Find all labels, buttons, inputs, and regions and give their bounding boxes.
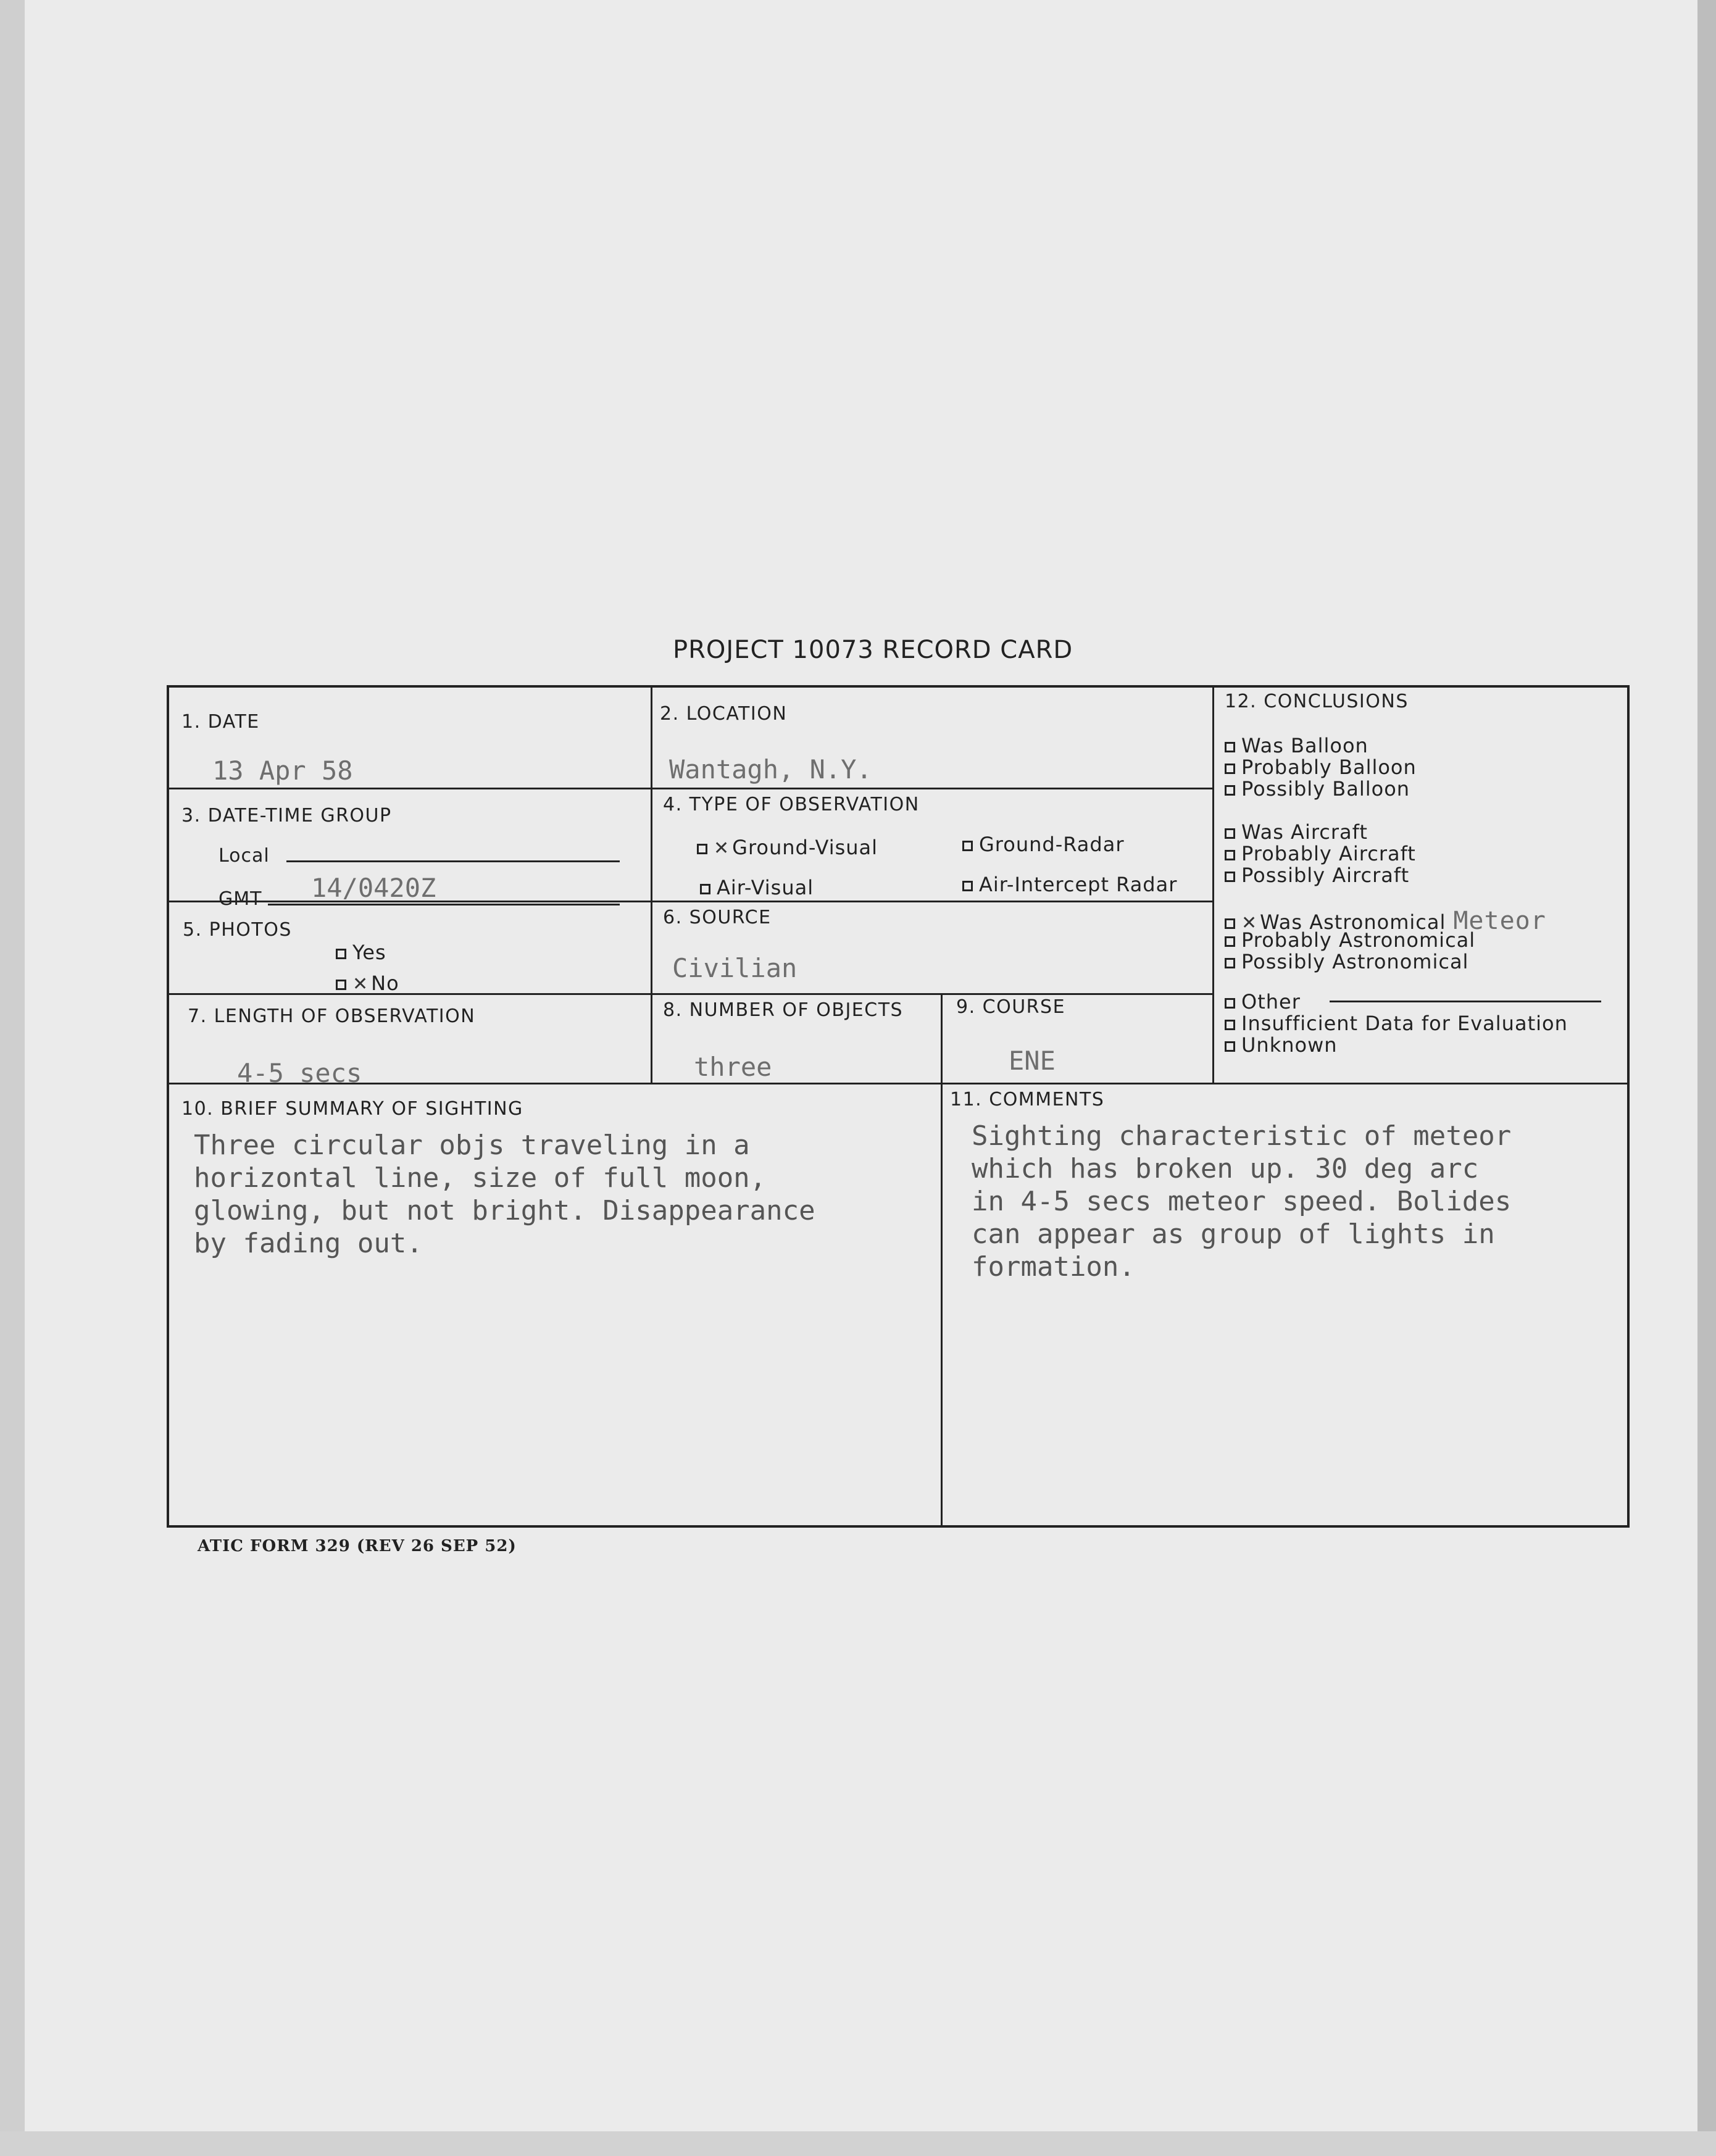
ground-visual-option[interactable] — [697, 836, 878, 859]
course-label: 9. COURSE — [956, 996, 1066, 1018]
dtg-label: 3. DATE-TIME GROUP — [181, 805, 392, 826]
other-underline — [1330, 1001, 1601, 1002]
conclusion-label: Was Aircraft — [1241, 820, 1368, 844]
conclusion-label: Possibly Aircraft — [1241, 864, 1410, 887]
gmt-label: GMT — [219, 888, 262, 910]
conclusion-checkbox[interactable] — [1225, 742, 1235, 752]
record-card — [167, 685, 1630, 1528]
conclusion-note: Meteor — [1453, 907, 1546, 935]
conclusion-checkbox[interactable] — [1225, 785, 1235, 796]
course-value: ENE — [1009, 1046, 1056, 1076]
date-value: 13 Apr 58 — [212, 755, 353, 786]
conclusion-checkbox[interactable] — [1225, 958, 1235, 968]
location-value: Wantagh, N.Y. — [669, 754, 872, 785]
conclusion-label: Was Balloon — [1241, 734, 1368, 757]
location-label: 2. LOCATION — [660, 703, 788, 725]
comments-text: Sighting characteristic of meteor which has broken up. 30 deg arc in 4-5 secs meteor speed. Bolides can appear as group of lights in formation. — [972, 1120, 1512, 1283]
divider-v-col1 — [651, 688, 652, 1083]
conclusion-label: Possibly Astronomical — [1241, 950, 1469, 973]
conclusion-checkbox[interactable] — [1225, 764, 1235, 774]
num-objects-label: 8. NUMBER OF OBJECTS — [663, 999, 904, 1021]
ground-visual-label: Ground-Visual — [732, 836, 878, 859]
checked-x-mark: ✕ — [1241, 912, 1258, 934]
conclusion-checkbox[interactable] — [1225, 998, 1235, 1009]
checked-x-mark: ✕ — [352, 973, 369, 995]
conclusion-label: Was Astronomical — [1260, 910, 1446, 934]
photos-label: 5. PHOTOS — [183, 919, 292, 941]
scan-edge-left — [0, 0, 25, 2156]
conclusion-option[interactable] — [1225, 734, 1368, 757]
gmt-underline — [268, 904, 620, 905]
conclusion-option[interactable] — [1225, 1033, 1338, 1057]
form-footer: ATIC FORM 329 (REV 26 SEP 52) — [198, 1537, 517, 1555]
conclusion-label: Other — [1241, 990, 1301, 1013]
air-intercept-label: Air-Intercept Radar — [979, 873, 1178, 896]
scan-edge-bottom — [0, 2131, 1716, 2156]
source-value: Civilian — [672, 953, 798, 983]
air-intercept-checkbox[interactable] — [962, 881, 973, 891]
ground-radar-checkbox[interactable] — [962, 841, 973, 851]
conclusion-label: Probably Balloon — [1241, 755, 1417, 779]
conclusion-label: Probably Astronomical — [1241, 928, 1476, 952]
checked-x-mark: ✕ — [714, 838, 730, 859]
photos-no-label: No — [371, 972, 399, 995]
local-underline — [286, 860, 620, 862]
gmt-value: 14/0420Z — [311, 873, 436, 903]
ground-radar-option[interactable] — [962, 833, 1124, 856]
divider-h-1 — [169, 788, 1212, 789]
conclusion-checkbox[interactable] — [1225, 828, 1235, 839]
photos-yes-option[interactable] — [336, 941, 386, 964]
air-visual-checkbox[interactable] — [700, 884, 710, 894]
divider-h-4 — [169, 1083, 1630, 1084]
conclusion-checkbox[interactable] — [1225, 1041, 1235, 1052]
air-intercept-option[interactable] — [962, 873, 1177, 896]
photos-no-option[interactable] — [336, 972, 399, 995]
photos-yes-checkbox[interactable] — [336, 949, 346, 959]
summary-label: 10. BRIEF SUMMARY OF SIGHTING — [181, 1098, 523, 1120]
conclusion-option[interactable] — [1225, 864, 1409, 887]
photos-yes-label: Yes — [352, 941, 386, 964]
air-visual-option[interactable] — [700, 876, 814, 899]
date-label: 1. DATE — [181, 711, 260, 733]
length-value: 4-5 secs — [237, 1058, 362, 1088]
conclusion-option[interactable] — [1225, 755, 1417, 779]
conclusion-label: Insufficient Data for Evaluation — [1241, 1012, 1568, 1035]
conclusions-label: 12. CONCLUSIONS — [1225, 691, 1409, 712]
scan-edge-right — [1697, 0, 1716, 2156]
conclusion-checkbox[interactable] — [1225, 872, 1235, 882]
ground-radar-label: Ground-Radar — [979, 833, 1125, 856]
card-title: PROJECT 10073 RECORD CARD — [673, 636, 1073, 664]
document-page — [25, 0, 1697, 2131]
divider-h-3 — [169, 993, 1212, 995]
conclusion-checkbox[interactable] — [1225, 850, 1235, 860]
divider-v-col2 — [1212, 688, 1214, 1083]
conclusion-option[interactable] — [1225, 1012, 1568, 1035]
length-label: 7. LENGTH OF OBSERVATION — [188, 1005, 476, 1027]
divider-v-course — [941, 993, 943, 1086]
local-label: Local — [219, 845, 270, 867]
conclusion-option[interactable] — [1225, 777, 1410, 801]
conclusion-label: Possibly Balloon — [1241, 777, 1410, 801]
conclusion-checkbox[interactable] — [1225, 936, 1235, 947]
conclusion-label: Unknown — [1241, 1033, 1338, 1057]
summary-text: Three circular objs traveling in a horizontal line, size of full moon, glowing, but not bright. Disappearance by fading out. — [194, 1130, 815, 1259]
num-objects-value: three — [694, 1052, 772, 1082]
conclusion-checkbox[interactable] — [1225, 1020, 1235, 1030]
conclusion-option[interactable] — [1225, 842, 1416, 865]
type-obs-label: 4. TYPE OF OBSERVATION — [663, 794, 920, 815]
conclusion-option[interactable] — [1225, 950, 1468, 973]
source-label: 6. SOURCE — [663, 907, 772, 928]
air-visual-label: Air-Visual — [717, 876, 814, 899]
conclusion-label: Probably Aircraft — [1241, 842, 1416, 865]
conclusion-checkbox[interactable] — [1225, 918, 1235, 929]
conclusion-option[interactable] — [1225, 990, 1301, 1013]
divider-v-bottom — [941, 1086, 943, 1528]
photos-no-checkbox[interactable] — [336, 980, 346, 990]
comments-label: 11. COMMENTS — [950, 1089, 1105, 1110]
conclusion-option[interactable] — [1225, 820, 1368, 844]
ground-visual-checkbox[interactable] — [697, 844, 707, 854]
conclusion-option[interactable] — [1225, 928, 1475, 952]
